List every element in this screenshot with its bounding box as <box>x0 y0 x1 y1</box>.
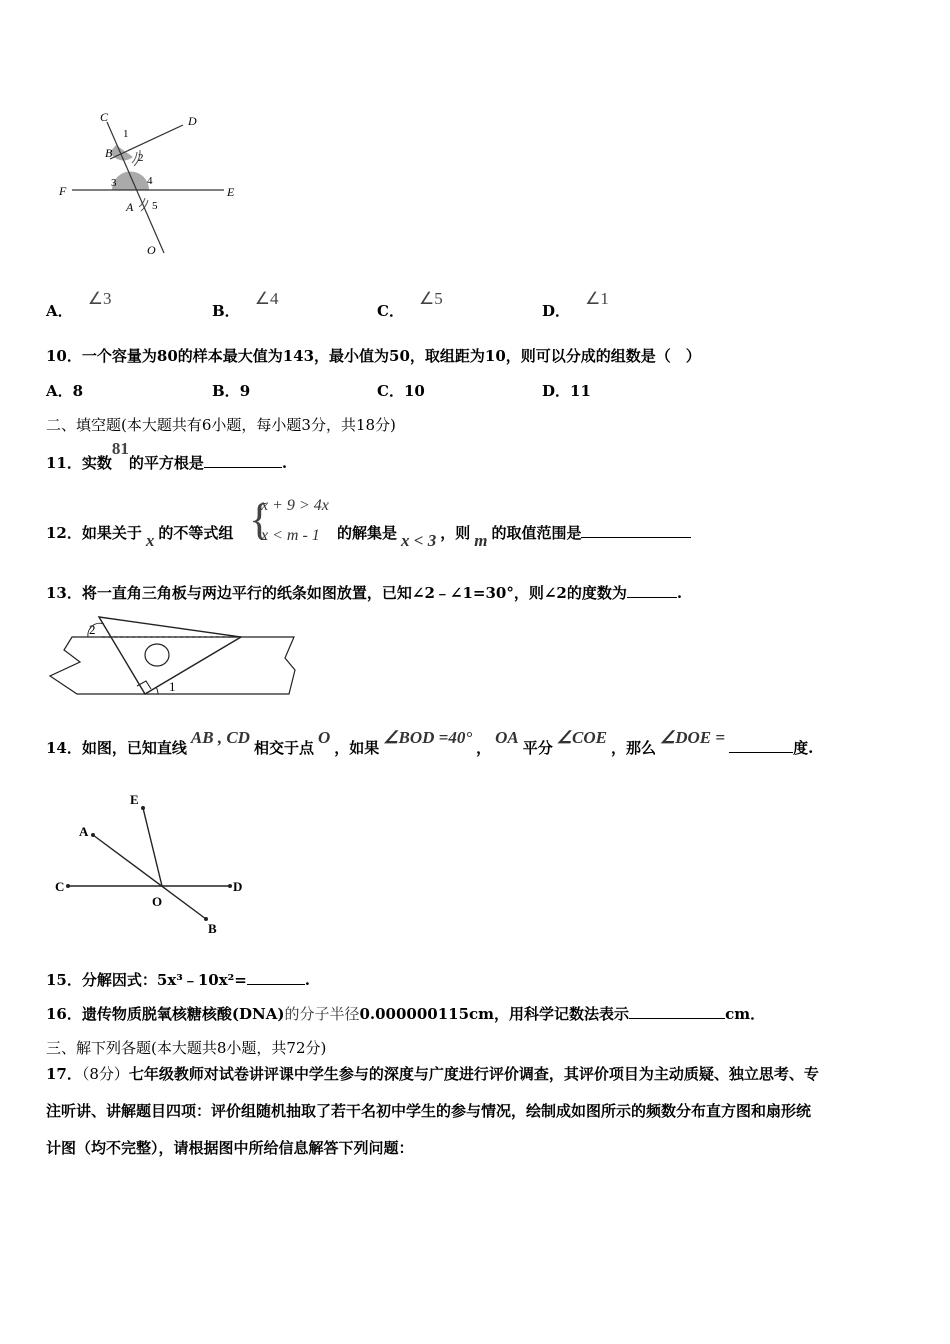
question-15 <box>46 969 310 990</box>
label-angle-3: 3 <box>111 177 117 189</box>
point-d <box>228 884 232 888</box>
label-o: O <box>147 243 156 257</box>
left-brace: { <box>249 495 271 544</box>
q10-option-a[interactable] <box>46 380 83 401</box>
score: （8分） <box>81 1065 129 1083</box>
q9-option-c[interactable] <box>377 289 443 321</box>
math-angle-coe: ∠COE <box>556 728 607 747</box>
label-a: A <box>126 200 134 214</box>
question-text: ，则 <box>440 524 471 542</box>
section-heading-solve: 三、解下列各题(本大题共8小题，共72分) <box>46 1039 327 1057</box>
question-number: 11． <box>46 454 82 472</box>
question-text: 度. <box>793 739 814 757</box>
right-angle-mark <box>137 681 151 689</box>
label-e: E <box>130 792 139 807</box>
question-17-line-1 <box>46 1063 819 1084</box>
section-heading-fill-blank: 二、填空题(本大题共有6小题，每小题3分，共18分) <box>46 416 396 434</box>
angle-2-arc <box>132 152 137 163</box>
answer-blank[interactable] <box>247 970 305 985</box>
question-text: 七年级教师对试卷讲评课中学生参与的深度与广度进行评价调查，其评价项目为主动质疑、独立思考、专 <box>128 1065 819 1083</box>
option-letter: B． <box>212 302 240 320</box>
math-o: O <box>317 728 331 747</box>
question-text: 平分 <box>522 739 553 757</box>
point-c <box>66 884 70 888</box>
question-13 <box>46 582 682 603</box>
question-number: 17． <box>46 1065 82 1083</box>
option-value: 11 <box>570 382 591 400</box>
option-letter: D． <box>542 302 571 320</box>
option-letter: B． <box>212 382 240 400</box>
q10-option-d[interactable] <box>542 380 591 401</box>
answer-blank[interactable] <box>627 583 677 598</box>
question-text: 如果关于 <box>81 524 142 542</box>
inequality-1: x + 9 > 4x <box>261 497 329 514</box>
ruler-hole <box>145 644 169 666</box>
label-d: D <box>233 879 243 894</box>
question-17-line-3: 计图（均不完整），请根据图中所给信息解答下列问题： <box>46 1139 414 1157</box>
option-letter: D． <box>542 382 571 400</box>
label-e: E <box>227 185 235 199</box>
question-text: 实数 <box>81 454 112 472</box>
option-letter: A． <box>46 382 73 400</box>
q9-option-d[interactable] <box>542 289 609 321</box>
question-text: 遗传物质脱氧核糖核酸(DNA) <box>81 1005 285 1023</box>
label-a: A <box>79 824 89 839</box>
question-12 <box>46 522 234 550</box>
q10-option-c[interactable] <box>377 380 425 401</box>
question-text: 的分子半径 <box>284 1005 360 1023</box>
point-a <box>91 833 95 837</box>
question-number: 15． <box>46 971 82 989</box>
point-e <box>141 806 145 810</box>
question-end: . <box>304 971 311 989</box>
question-12-tail <box>337 522 691 550</box>
math-81: 81 <box>111 439 129 458</box>
math-ab-cd: AB , CD <box>190 728 250 747</box>
inequality-2: x < m - 1 <box>261 527 320 544</box>
question-text: 相交于点 <box>253 739 314 757</box>
question-end: . <box>281 454 288 472</box>
option-letter: A． <box>46 302 73 320</box>
option-letter: C． <box>377 302 404 320</box>
question-text: 如图，已知直线 <box>81 739 187 757</box>
label-c: C <box>55 879 65 894</box>
question-number: 13． <box>46 584 82 602</box>
label-b: B <box>105 146 113 160</box>
q9-option-a[interactable] <box>46 289 112 321</box>
question-17-line-2: 注听讲、讲解题目四项：评价组随机抽取了若干名初中学生的参与情况，绘制成如图所示的频数分布直方图和扇形统 <box>46 1102 812 1120</box>
label-angle-1: 1 <box>123 128 129 140</box>
option-value: 9 <box>239 382 251 400</box>
question-text: ，如果 <box>334 739 380 757</box>
angle-figure-q9 <box>50 105 250 265</box>
q9-option-b[interactable] <box>212 289 279 321</box>
label-angle-2: 2 <box>138 152 144 164</box>
angle-3-4-shade <box>112 172 149 191</box>
answer-blank[interactable] <box>581 523 691 538</box>
question-number: 10． <box>46 347 82 365</box>
question-text: 的解集是 <box>337 524 398 542</box>
math-angle-doe: ∠DOE = <box>660 728 726 747</box>
angle-1-shade <box>110 145 133 160</box>
option-value: ∠1 <box>585 289 609 308</box>
question-text: 将一直角三角板与两边平行的纸条如图放置，已知∠2﹣∠1=30°，则∠2的度数为 <box>81 584 627 602</box>
question-text: cm． <box>725 1005 766 1023</box>
question-text: 的取值范围是 <box>491 524 582 542</box>
answer-blank[interactable] <box>729 738 793 753</box>
label-angle-1: 1 <box>169 679 176 694</box>
question-end: . <box>676 584 683 602</box>
label-c: C <box>100 110 109 124</box>
solution-set: x < 3 <box>401 531 437 550</box>
paper-strip-figure-q13 <box>44 610 304 702</box>
question-text: 的平方根是 <box>128 454 204 472</box>
option-value: 10 <box>403 382 425 400</box>
line-bd <box>110 125 183 159</box>
math-oa: OA <box>495 728 519 747</box>
label-angle-4: 4 <box>147 175 153 187</box>
question-16 <box>46 1003 765 1024</box>
question-text: 分解因式：5x³﹣10x²= <box>81 971 247 989</box>
q10-option-b[interactable] <box>212 380 250 401</box>
var-x: x <box>145 531 155 550</box>
label-d: D <box>188 114 197 128</box>
question-14 <box>46 728 814 758</box>
question-10 <box>46 345 701 366</box>
option-letter: C． <box>377 382 404 400</box>
question-text: 一个容量为80的样本最大值为143，最小值为50，取组距为10，则可以分成的组数是（ ） <box>81 347 701 365</box>
label-b: B <box>208 921 217 936</box>
question-number: 12． <box>46 524 82 542</box>
question-text: 0.000000115cm，用科学记数法表示 <box>359 1005 630 1023</box>
option-value: ∠3 <box>87 289 112 308</box>
option-value: ∠5 <box>419 289 443 308</box>
question-text: ， <box>476 739 492 757</box>
question-text: ，那么 <box>610 739 656 757</box>
question-11 <box>46 439 288 473</box>
question-number: 16． <box>46 1005 82 1023</box>
label-angle-2: 2 <box>89 622 96 637</box>
angle-1-arc <box>156 687 158 694</box>
label-f: F <box>59 184 67 198</box>
answer-blank[interactable] <box>629 1004 725 1019</box>
line-ab <box>93 835 206 919</box>
label-o: O <box>152 894 163 909</box>
math-angle-bod: ∠BOD =40° <box>383 728 473 747</box>
option-value: ∠4 <box>254 289 279 308</box>
question-text: 的不等式组 <box>158 524 234 542</box>
var-m: m <box>474 531 488 550</box>
option-value: 8 <box>72 382 84 400</box>
question-number: 14． <box>46 739 82 757</box>
label-angle-5: 5 <box>152 200 158 212</box>
answer-blank[interactable] <box>204 453 282 468</box>
intersecting-lines-figure-q14 <box>48 788 248 938</box>
